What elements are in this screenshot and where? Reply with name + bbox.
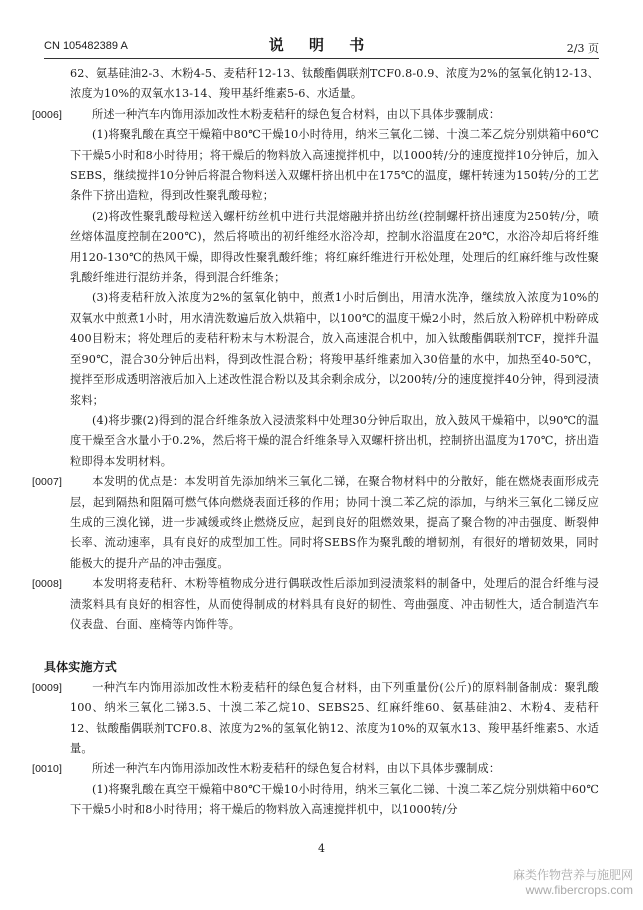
step-1: (1)将聚乳酸在真空干燥箱中80℃干燥10小时待用，纳米三氧化二锑、十溴二苯乙烷分别烘箱中60℃下干燥5小时和8小时待用；将干燥后的物料放入高速搅拌机中，以1000转/分的速度搅拌10分钟后，加入SEBS，继续搅拌10分钟后将混合物料送入双螺杆挤出机中在175℃的温度，螺杆转速为150转/分的工艺条件下挤出造粒，得到改性聚乳酸母粒； <box>70 128 599 203</box>
paragraph-tag: [0008] <box>32 578 63 591</box>
publication-number: CN 105482389 A <box>44 40 128 52</box>
paragraph-tag: [0010] <box>32 763 63 776</box>
header-divider <box>44 58 599 59</box>
paragraph-0008: [0008] 本发明将麦秸秆、木粉等植物成分进行偶联改性后添加到浸渍浆料的制备中，处理后的混合纤维与浸渍浆料具有良好的相容性，从而使得制成的材料具有良好的韧性、弯曲强度、冲击韧性大，适合制造汽车仪表盘、台面、座椅等内饰件等。 <box>70 574 599 635</box>
paragraph-tag: [0007] <box>32 476 63 489</box>
paragraph-0007: [0007] 本发明的优点是：本发明首先添加纳米三氧化二锑，在聚合物材料中的分散好，能在燃烧表面形成壳层，起到隔热和阻隔可燃气体向燃烧表面迁移的作用；协同十溴二苯乙烷的添加，与纳米三氧化二锑反应生成的三溴化锑，进一步减缓或终止燃烧反应，起到良好的阻燃效果，提高了聚合物的冲击强度、断裂伸长率、流动速率，具有良好的成型加工性。同时将SEBS作为聚乳酸的增韧剂，有很好的增韧效果，同时能极大的提升产品的冲击强度。 <box>70 472 599 574</box>
paragraph-tag: [0009] <box>32 681 63 694</box>
section-heading: 具体实施方式 <box>44 660 117 675</box>
paragraph-0009: [0009] 一种汽车内饰用添加改性木粉麦秸秆的绿色复合材料，由下列重量份(公斤)的原料制备制成：聚乳酸100、纳米三氧化二锑3.5、十溴二苯乙烷10、SEBS25、红麻纤维60、氨基硅油2、木粉4、麦秸秆12、钛酸酯偶联剂TCF0.8、浓度为2%的氢氧化钠12、浓度为10%的双氧水13、羧甲基纤维素5、水适量。 <box>70 678 599 760</box>
watermark-line-1: 麻类作物营养与施肥网 <box>512 868 633 882</box>
step-3: (3)将麦秸秆放入浓度为2%的氢氧化钠中，煎煮1小时后倒出，用清水洗净，继续放入浓度为10%的双氧水中煎煮1小时，用水清洗数遍后放入烘箱中，以100℃的温度干燥2小时，然后放入粉碎机中粉碎成400目粉末；将处理后的麦秸秆粉末与木粉混合，放入高速混合机中，加入钛酸酯偶联剂TCF，搅拌升温至90℃，混合30分钟后出料，得到改性混合粉；将羧甲基纤维素加入30倍量的水中，加热至40-50℃，搅拌至形成透明溶液后加入上述改性混合粉以及其余剩余成分，以200转/分的速度搅拌40分钟，得到浸渍浆料； <box>70 291 599 407</box>
site-watermark <box>513 868 633 898</box>
paragraph-0006: [0006] 所述一种汽车内饰用添加改性木粉麦秸秆的绿色复合材料，由以下具体步骤制成： <box>70 105 599 125</box>
page-number: 4 <box>318 842 325 855</box>
watermark-line-2: www.fibercrops.com <box>525 883 633 897</box>
step-4: (4)将步骤(2)得到的混合纤维条放入浸渍浆料中处理30分钟后取出，放入鼓风干燥箱中，以90℃的温度干燥至含水量小于0.2%，然后将干燥的混合纤维条导入双螺杆挤出机，控制挤出温度为170℃，挤出造粒即得本发明材料。 <box>70 413 599 468</box>
document-title: 说 明 书 <box>268 36 375 54</box>
paragraph-0010: [0010] 所述一种汽车内饰用添加改性木粉麦秸秆的绿色复合材料，由以下具体步骤制成： <box>70 759 599 779</box>
step-1-repeat: (1)将聚乳酸在真空干燥箱中80℃干燥10小时待用，纳米三氧化二锑、十溴二苯乙烷分别烘箱中60℃下干燥5小时和8小时待用；将干燥后的物料放入高速搅拌机中，以1000转/分 <box>70 782 599 817</box>
page-indicator: 2/3 页 <box>566 42 599 55</box>
paragraph-tag: [0006] <box>32 108 63 121</box>
step-2: (2)将改性聚乳酸母粒送入螺杆纺丝机中进行共混熔融并挤出纺丝(控制螺杆挤出速度为250转/分，喷丝熔体温度控制在200℃)，然后将喷出的初纤维经水浴冷却，控制水浴温度在20℃，水浴冷却后将纤维用120-130℃的热风干燥，即得改性聚乳酸纤维；将红麻纤维进行开松处理，处理后的红麻纤维与改性聚乳酸纤维进行混纺并条，得到混合纤维条； <box>70 209 599 285</box>
paragraph-continuation: 62、氨基硅油2-3、木粉4-5、麦秸秆12-13、钛酸酯偶联剂TCF0.8-0.9、浓度为2%的氢氧化钠12-13、浓度为10%的双氧水13-14、羧甲基纤维素5-6、水适量。 <box>70 67 599 101</box>
page-header <box>44 34 599 56</box>
document-body <box>32 64 599 821</box>
